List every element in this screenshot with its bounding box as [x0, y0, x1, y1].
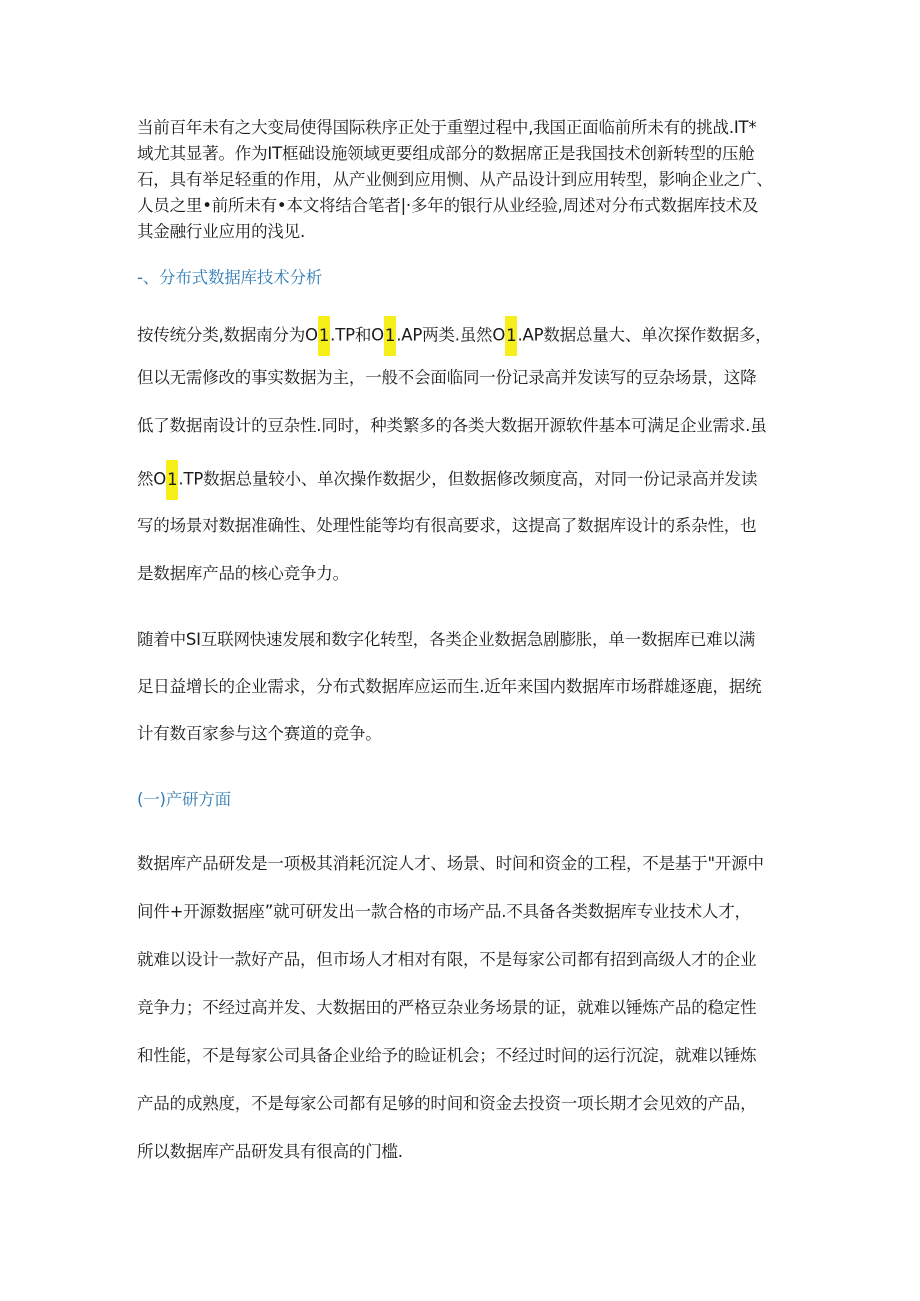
paragraph-line: 写的场景对数据准确性、处理性能等均有很高要求，这提高了数据库设计的系杂性，也 — [137, 516, 757, 535]
highlighted-char: 1 — [505, 316, 517, 356]
intro-line: 人员之里•前所未有•本文将结合笔者|·多年的银行从业经验,周述对分布式数据库技术及 — [137, 196, 759, 215]
highlighted-char: 1 — [166, 460, 178, 500]
paragraph-line: 随着中SI互联网快速发展和数字化转型，各类企业数据急剧膨胀，单一数据库已难以满 — [137, 630, 756, 649]
paragraph-line: 足日益增长的企业需求，分布式数据库应运而生.近年来国内数据库市场群雄逐鹿，据统 — [137, 677, 762, 696]
paragraph-line: 和性能，不是每家公司具备企业给予的睑证机会；不经过时间的运行沉淀，就难以锤炼 — [137, 1046, 757, 1065]
paragraph-line: 计有数百家参与这个赛道的竞争。 — [137, 724, 382, 743]
text-segment: .TP数据总量较小、单次操作数据少，但数据修改频度高，对同一份记录高并发读 — [178, 469, 758, 489]
paragraph-line: 产品的成熟度，不是每家公司都有足够的时间和资金去投资一项长期才会见效的产品， — [137, 1094, 757, 1113]
text-segment: 按传统分类,数据南分为O — [137, 325, 318, 345]
intro-line: 域尤其显著。作为IT框础设施领域更要组成部分的数据席正是我国技术创新转型的压舱 — [137, 144, 755, 163]
text-segment: .TP和O — [330, 325, 384, 345]
highlighted-char: 1 — [318, 316, 330, 356]
text-segment: .AP两类.虽然O — [396, 325, 506, 345]
paragraph-line: 低了数据南设计的豆杂性.同时，种类繁多的各类大数据开源软件基本可满足企业需求.虽 — [137, 416, 767, 435]
paragraph-line — [137, 316, 772, 356]
intro-line: 其金融行业应用的浅见. — [137, 222, 306, 241]
paragraph-line: 间件+开源数据座”就可研发出一款合格的市场产品.不具备各类数据库专业技术人才， — [137, 902, 751, 921]
highlighted-char: 1 — [384, 316, 396, 356]
paragraph-line: 竞争力；不经过高并发、大数据田的严格豆杂业务场景的证，就难以锤炼产品的稳定性 — [137, 998, 757, 1017]
intro-line: 当前百年未有之大变局使得国际秩序正处于重塑过程中,我国正面临前所未有的挑战.IT* — [137, 118, 757, 137]
text-segment: .AP数据总量大、单次探作数据多， — [517, 325, 772, 345]
intro-line: 石，具有举足轻重的作用，从产业侧到应用恻、从产品设计到应用转型，影响企业之广、 — [137, 170, 773, 189]
paragraph-line: 就难以设计一款好产品，但市场人才相对有限，不是每家公司都有招到高级人才的企业 — [137, 950, 757, 969]
paragraph-line: 所以数据库产品研发具有很高的门槛. — [137, 1142, 403, 1161]
subsection-heading: (一)产研方面 — [137, 790, 231, 809]
section-heading: -、分布式数据库技术分析 — [137, 268, 323, 287]
paragraph-line: 但以无需修改的事实数据为主，一般不会面临同一份记录高并发读写的豆杂场景，这降 — [137, 368, 757, 387]
paragraph-line — [137, 460, 757, 500]
paragraph-line: 是数据库产品的核心竞争力。 — [137, 564, 349, 583]
text-segment: 然O — [137, 469, 167, 489]
paragraph-line: 数据库产品研发是一项极其消耗沉淀人才、场景、时间和资金的工程，不是基于"开源中 — [137, 854, 764, 873]
